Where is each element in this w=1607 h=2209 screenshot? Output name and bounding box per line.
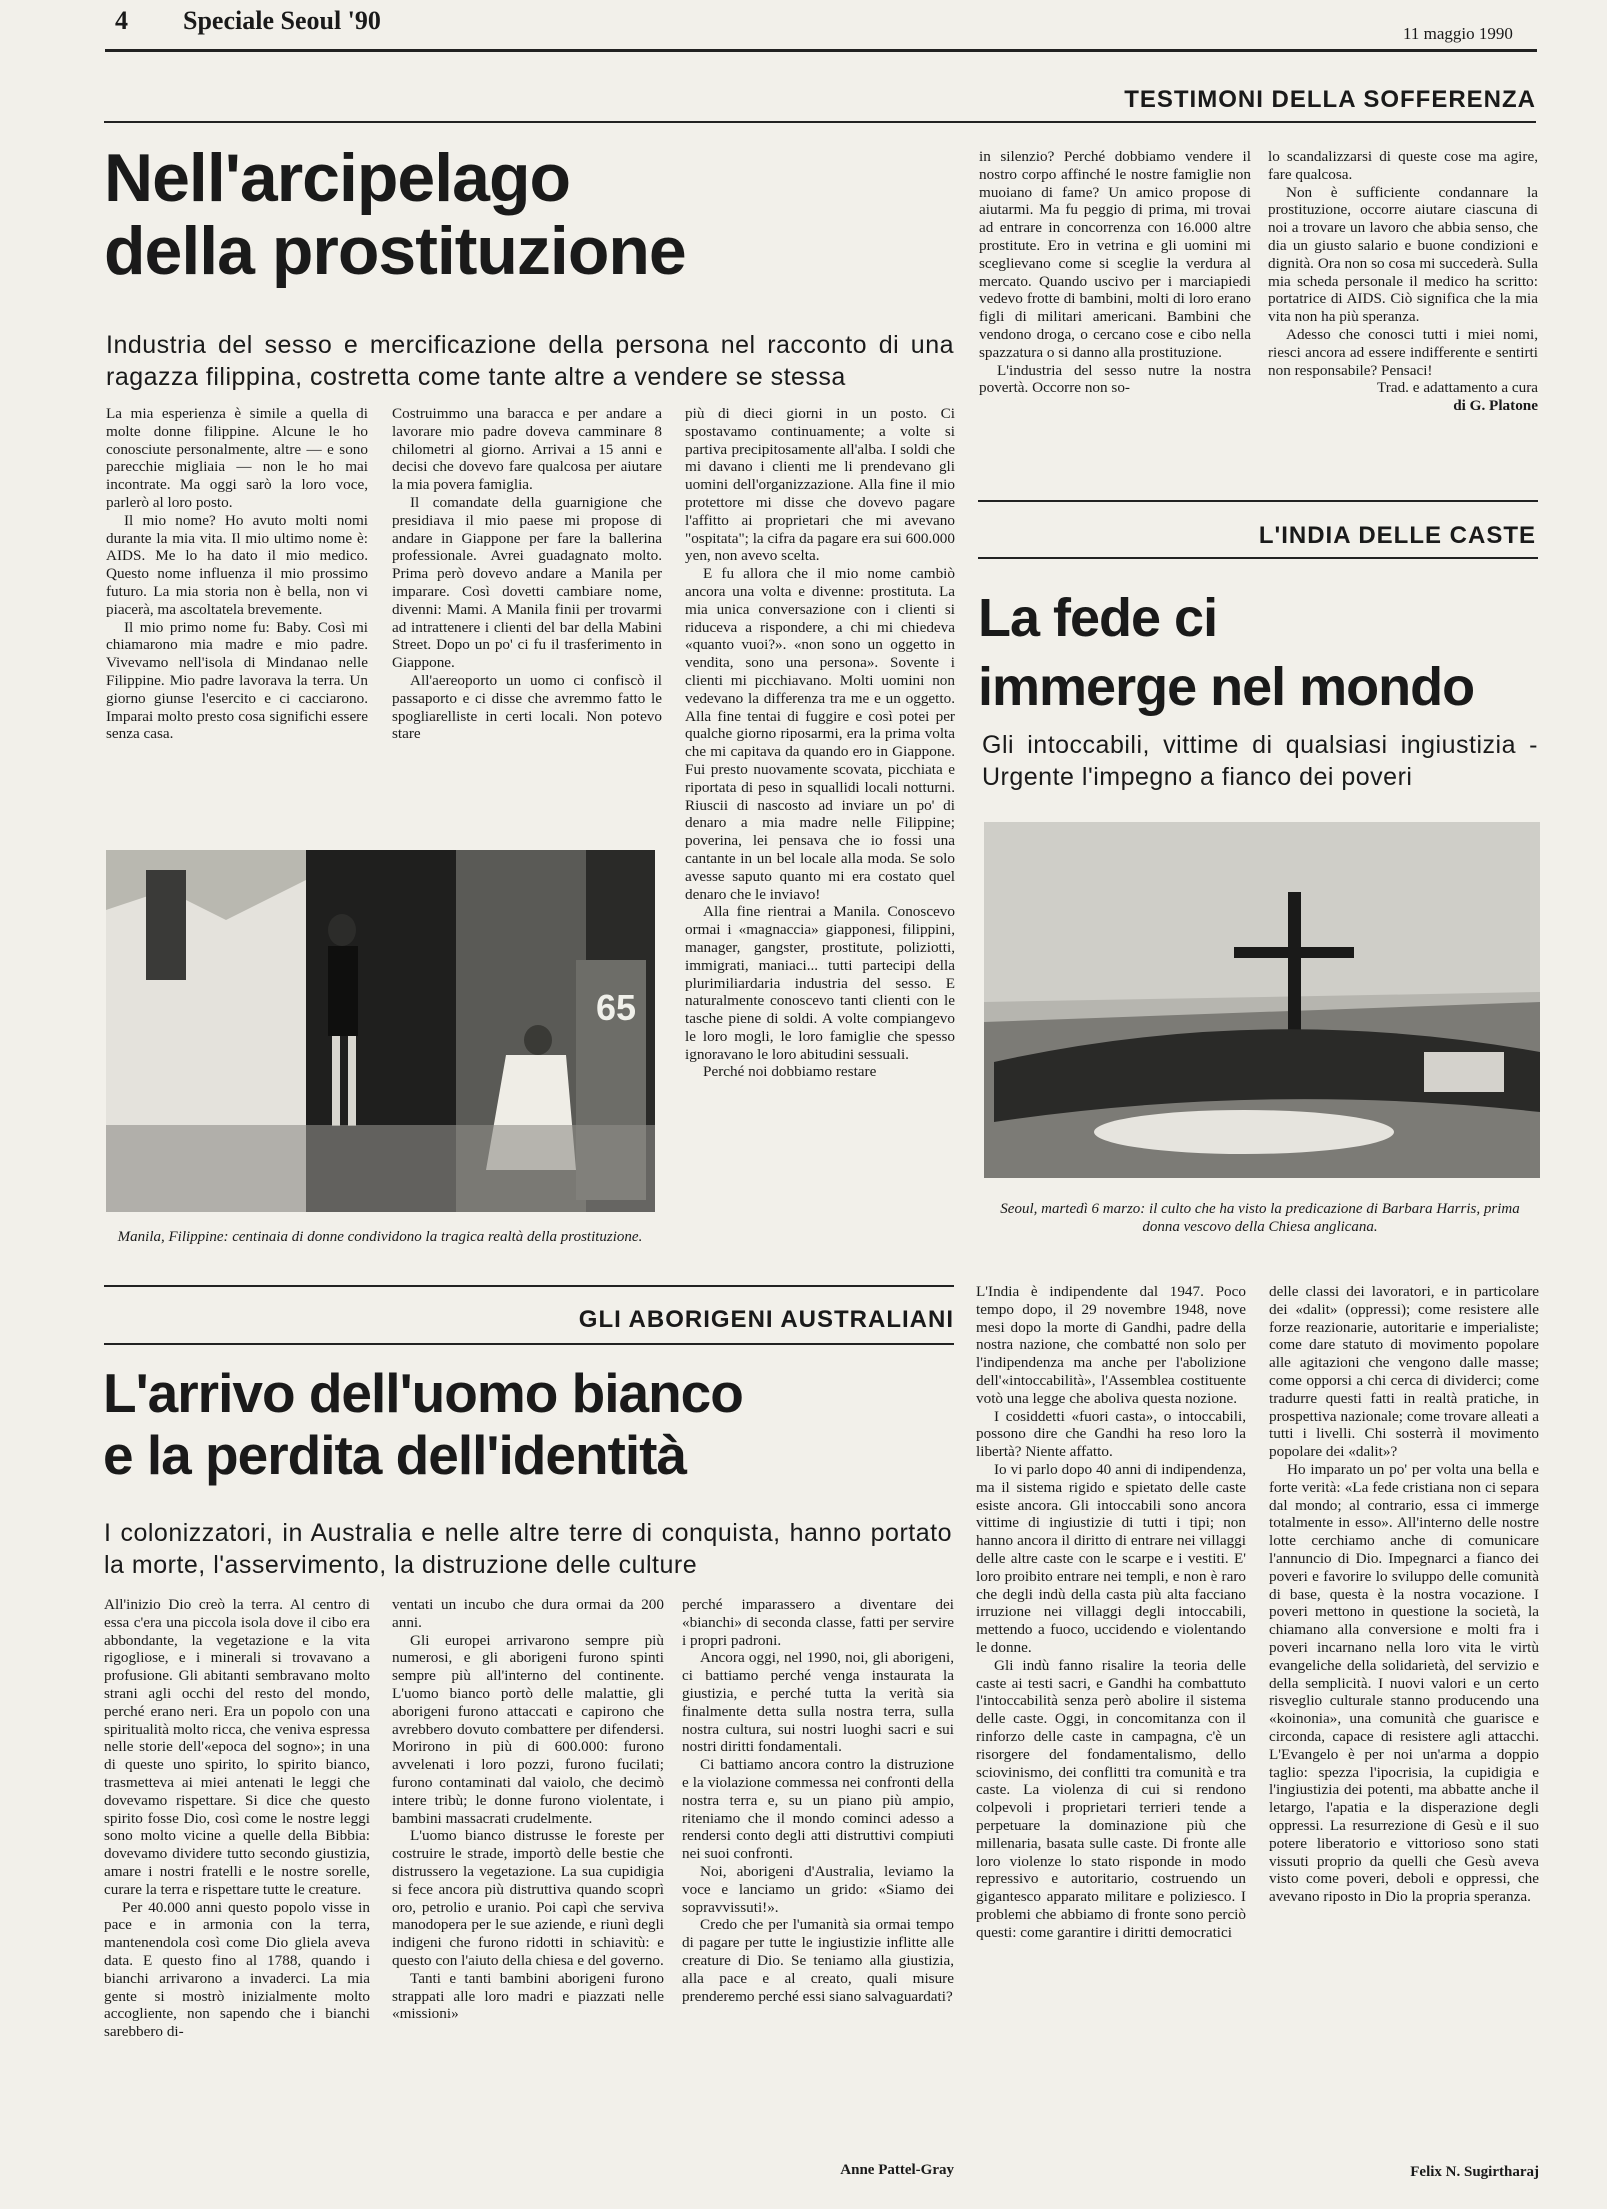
paragraph: L'industria del sesso nutre la nostra povertà. Occorre non so-	[979, 361, 1251, 397]
paragraph: L'uomo bianco distrusse le foreste per costruire le strade, importò delle bestie che distrussero la vegetazione. La sua cupidigia si fece ancora più distruttiva quando scoprì oro, petrolio e uranio. Poi capì che serviva manodopera per le sue aziende, e riunì degli indigeni che furono ridotti in schiavitù: e questo con l'aiuto della chiesa e del governo.	[392, 1827, 664, 1969]
article3-col1	[104, 1596, 370, 2186]
article1-col1	[106, 405, 368, 805]
paragraph: lo scandalizzarsi di queste cose ma agire, fare qualcosa.	[1268, 148, 1538, 183]
paragraph: Io vi parlo dopo 40 anni di indipendenza, ma il sistema rigido e spietato delle caste esiste ancora. Gli intoccabili sono ancora vittime di ingiustizie di tutti i tipi; non hanno ancora il diritto di entrare nei villaggi delle altre caste con le scarpe e i vestiti. E' loro proibito entrare nei templi, e non è raro che degli indù della casta più alta facciano irruzione nei villaggi degli intoccabili, mettendo a fuoco, uccidendo e violentando le donne.	[976, 1460, 1246, 1656]
paragraph: Perché noi dobbiamo restare	[703, 1063, 877, 1081]
headline-line: L'arrivo dell'uomo bianco	[103, 1362, 743, 1424]
masthead-date: 11 maggio 1990	[1403, 24, 1513, 43]
article3-byline: Anne Pattel-Gray	[840, 2162, 954, 2178]
paragraph: Ho imparato un po' per volta una bella e forte verità: «La fede cristiana non ci separa dal mondo; al contrario, essa ci immerge totalmente in esso». All'interno delle nostre lotte cerchiamo anche di comunicare l'annuncio di Dio. Impegnarci a fianco dei poveri e favorire lo sviluppo delle comunità di base, questa è la nostra vocazione. I poveri mettono in questione la società, la chiamano alla conversione e molti fra i poveri incarnano nella loro vita le virtù evangeliche della solidarietà, del servizio e della semplicità. I nuovi valori e un certo risveglio culturale stanno producendo una «koinonia», una comunità che guarisce e circonda, capace di resistere agli attacchi. L'Evangelo è per noi un'arma a doppio taglio: spezza l'ipocrisia, la cupidigia e l'ingiustizia dei potenti, ma abbatte anche il letargo, l'apatia e la disperazione degli oppressi. La resurrezione di Gesù e il suo potere liberatorio e vittorioso sono stati vissuti proprio da quelli che Gesù aveva visto come poveri, deboli e oppressi, che avevano riposto in Dio la propria speranza.	[1269, 1460, 1539, 1906]
article3-col3	[682, 1596, 954, 2151]
manila-photo-caption: Manila, Filippine: centinaia di donne condividono la tragica realtà della prostituzione.	[117, 1229, 643, 1245]
paragraph: Il mio primo nome fu: Baby. Così mi chiamarono mia madre e mio padre. Vivevamo nell'isola di Mindanao nelle Filippine. Mio padre lavorava la terra. Un giorno giunse l'esercito e ci cacciarono. Imparai molto presto cosa significhi essere senza casa.	[106, 618, 368, 743]
paragraph: All'inizio Dio creò la terra. Al centro di essa c'era una piccola isola dove il cibo era abbondante, la vegetazione e la vita rigogliose, e i minerali si trovavano a profusione. Gli abitanti sembravano molto strani agli occhi del resto del mondo, perché erano neri. Era un popolo con una spiritualità molto ricca, che veniva espressa nelle storie dell'«epoca del sogno»; in una di queste uno spirito, lo spirito bianco, trasmetteva ai miei antenati le leggi che dovevamo rispettare. Si dice che questo spirito fosse Dio, così come le nostre leggi sono molto vicine a quelle della Bibbia: dovevamo dividere tutto secondo giustizia, amare i nostri fratelli e le nostre sorelle, curare la terra e rispettare tutte le creature.	[104, 1596, 370, 1898]
paragraph: Il mio nome? Ho avuto molti nomi durante la mia vita. Il mio ultimo nome è: AIDS. Me lo ha dato il mio medico. Questo nome influenza il mio prossimo futuro. La mia storia non è bella, non vi piacerà, ma ascoltatela brevemente.	[106, 511, 368, 618]
paragraph: E fu allora che il mio nome cambiò ancora una volta e divenne: prostituta. La mia unica conversazione con i clienti si riduceva a rispondere, a chi mi chiedeva «quanto vuoi?». «non sono un oggetto in vendita, sono una persona». Sovente i clienti mi picchiavano. Molti uomini non vedevano la differenza tra me e un oggetto. Alla fine tentai di fuggire e così potei per qualche giorno riposarmi, era la prima volta che mi capitava da quando ero in Giappone. Fui presto nuovamente scovata, picchiata e riportata di peso in squallidi locali notturni. Riuscii di nascosto ad inviare un po' di denaro a mia madre nelle Filippine; poverina, lei pensava che io fossi una cantante in un bel locale alla moda. Se solo avesse saputo quanto mi era costato quel denaro che le inviavo!	[685, 565, 955, 903]
article3-col2	[392, 1596, 664, 2186]
seoul-photo-caption: Seoul, martedì 6 marzo: il culto che ha visto la predicazione di Barbara Harris, prima donna vescovo della Chiesa anglicana.	[1000, 1201, 1520, 1235]
section-rule	[104, 1343, 954, 1345]
article1-headline	[104, 142, 686, 289]
paragraph: Il comandate della guarnigione che presidiava il mio paese mi propose di andare in Giappone per fare la ballerina professionale. Avrei guadagnato molto. Prima però dovevo andare a Manila per imparare. Così dovetti cambiare nome, divenni: Mami. A Manila finii per trovarmi ad intrattenere i clienti del bar della Mabini Street. Dopo un po' ci fu il trasferimento in Giappone.	[392, 493, 662, 672]
paragraph: Costruimmo una baracca e per andare a lavorare mio padre doveva camminare 8 chilometri al giorno. Arrivai a 15 anni e decisi che dovevo fare qualcosa per aiutare la mia povera famiglia.	[392, 405, 662, 494]
section-rule	[104, 1285, 954, 1287]
article3-deck: I colonizzatori, in Australia e nelle altre terre di conquista, hanno portato la morte, l'asservimento, la distruzione delle culture	[104, 1519, 952, 1579]
paragraph: Gli indù fanno risalire la teoria delle caste ai testi sacri, e Gandhi ha combattuto l'intoccabilità senza però abolire il sistema delle caste. Oggi, in concomitanza con il rinforzo delle caste in campagna, c'è un risorgere del fondamentalismo, dello sciovinismo, dei conflitti tra comunità e tra caste. La violenza di cui si rendono colpevoli i proprietari terrieri tende a perpetuare la dominazione più che millenaria, basata sulle caste. Di fronte alle loro violenze lo stato risponde in modo repressivo e autoritario, costruendo un gigantesco apparato militare e poliziesco. I problemi che abbiamo di fronte sono perciò questi: come garantire i diritti democratici	[976, 1656, 1246, 1941]
paragraph: L'India è indipendente dal 1947. Poco tempo dopo, il 29 novembre 1948, nove mesi dopo la morte di Gandhi, padre della nostra nazione, che combatté non solo per l'indipendenza ma anche per l'abolizione dell'«intoccabilità», l'Assemblea costituente votò una legge che aboliva questa nozione.	[976, 1283, 1246, 1407]
section-rule	[978, 557, 1538, 559]
manila-photo	[106, 850, 655, 1212]
paragraph: Ancora oggi, nel 1990, noi, gli aborigeni, ci battiamo perché venga instaurata la giustizia, e perché tutta la verità sia finalmente detta sulla nostra terra, sulla nostra cultura, sui nostri luoghi sacri e sui nostri diritti fondamentali.	[682, 1649, 954, 1756]
article2-col1	[976, 1283, 1246, 2183]
article1-deck: Industria del sesso e mercificazione della persona nel racconto di una ragazza filippina, costretta come tante altre a vendere se stessa	[106, 331, 954, 391]
article1-col4	[979, 148, 1251, 478]
article2-headline	[978, 584, 1474, 722]
paragraph: Gli europei arrivarono sempre più numerosi, e gli aborigeni furono spinti sempre più all'interno del continente. L'uomo bianco portò delle malattie, gli aborigeni furono attaccati e capirono che avrebbero dovuto combattere per difendersi. Morirono in più di 600.000: furono avvelenati i loro pozzi, furono fucilati; furono contaminati dal vaiolo, che decimò intere tribù; le donne furono violentate, i bambini massacrati crudelmente.	[392, 1631, 664, 1827]
article1-col3	[685, 405, 955, 1265]
paragraph: delle classi dei lavoratori, e in particolare dei «dalit» (oppressi); come resistere alle forze reazionarie, autoritarie e imperialiste; come dare statuto di movimento popolare alle agitazioni che vengono dalle masse; come opporsi a chi cerca di dividerci; come tradurre questi fatti in realtà pratiche, in prospettiva nazionale; come trovare alleati a tutti i livelli. Chi sosterrà il movimento popolare dei «dalit»?	[1269, 1283, 1539, 1461]
paragraph: in silenzio? Perché dobbiamo vendere il nostro corpo affinché le nostre famiglie non muoiano di fame? Un amico propose di aiutarmi. Ma fu peggio di prima, mi trovai ad entrare in concorrenza con 16.000 altre prostitute. Ero in vetrina e gli uomini mi sceglievano come si sceglie la verdura al mercato. Quando uscivo per i marciapiedi vedevo frotte di bambini, molti di loro erano figli di militari americani. Bambini che vendono droga, o cercano cose e cibo nella spazzatura o si danno alla prostituzione.	[979, 148, 1251, 361]
paragraph: Adesso che conosci tutti i miei nomi, riesci ancora ad essere indifferente e sentirti non responsabile? Pensaci!	[1268, 325, 1538, 379]
page-number: 4	[115, 6, 128, 35]
headline-line: della prostituzione	[104, 213, 686, 290]
paragraph: Tanti e tanti bambini aborigeni furono strappati alle loro madri e piazzati nelle «missioni»	[392, 1969, 664, 2023]
article2-byline: Felix N. Sugirtharaj	[1410, 2164, 1539, 2180]
section-label-india: L'INDIA DELLE CASTE	[1258, 522, 1536, 549]
paragraph: Noi, aborigeni d'Australia, leviamo la voce e lanciamo un grido: «Siamo dei sopravvissuti!».	[682, 1862, 954, 1916]
paragraph: Alla fine rientrai a Manila. Conoscevo ormai i «magnaccia» giapponesi, filippini, manager, gangster, prostitute, poliziotti, immigrati, maniaci... tutti partecipi della plurimiliardaria industria del sesso. E naturalmente conoscevo tanti clienti con le tasche piene di soldi. A volte compiangevo le loro mogli, le loro famiglie che spesso ignoravano le loro abitudini sessuali.	[685, 903, 955, 1063]
paragraph: I cosiddetti «fuori casta», o intoccabili, possono dire che Gandhi ha reso loro la libertà? Niente affatto.	[976, 1407, 1246, 1461]
headline-line: Nell'arcipelago	[104, 140, 571, 216]
paragraph: Per 40.000 anni questo popolo visse in pace e in armonia con la terra, mantenendola così come Dio gliela aveva data. E questo fino al 1788, quando i bianchi arrivarono a invaderci. La mia gente si mostrò inizialmente molto accogliente, non sapendo che i bianchi sarebbero di-	[104, 1898, 370, 2041]
masthead-title: Speciale Seoul '90	[183, 6, 381, 35]
paragraph: Credo che per l'umanità sia ormai tempo di pagare per tutte le ingiustizie inflitte alle creature di Dio. Se teniamo alla giustizia, alla pace e al creato, quali misure prenderemo perché essi siano salvaguardati?	[682, 1916, 954, 2005]
seoul-photo-graphic	[984, 822, 1540, 1178]
translator-name: di G. Platone	[1453, 397, 1538, 415]
paragraph: ventati un incubo che dura ormai da 200 anni.	[392, 1596, 664, 1631]
headline-line: immerge nel mondo	[978, 657, 1475, 718]
article2-deck: Gli intoccabili, vittime di qualsiasi ingiustizia - Urgente l'impegno a fianco dei poveri	[982, 731, 1538, 791]
article2-col2	[1269, 1283, 1539, 2153]
headline-line: La fede ci	[978, 588, 1218, 648]
seoul-photo	[984, 822, 1540, 1178]
paragraph: Non è sufficiente condannare la prostituzione, occorre aiutare ciascuna di noi a trovare un lavoro che abbia senso, che dia un giusto salario e buone condizioni e dignità. Ora non so cosa mi succederà. Sulla mia scheda personale il medico ha scritto: portatrice di AIDS. Ciò significa che la mia vita non ha più speranza.	[1268, 183, 1538, 326]
translation-credit: Trad. e adattamento a cura	[1377, 379, 1538, 397]
paragraph: Ci battiamo ancora contro la distruzione e la violazione commessa nei confronti della nostra terra e, su un piano più ampio, riteniamo che il mondo cominci adesso a rendersi conto degli atti distruttivi compiuti nei suoi confronti.	[682, 1756, 954, 1863]
headline-line: e la perdita dell'identità	[103, 1424, 687, 1487]
paragraph: All'aereoporto un uomo ci confiscò il passaporto e ci disse che avremmo fatto le spogliarelliste in certi locali. Non potevo stare	[392, 671, 662, 743]
photo-sign-number: 65	[596, 987, 637, 1028]
section-label-aborigeni: GLI ABORIGENI AUSTRALIANI	[578, 1306, 954, 1333]
paragraph: più di dieci giorni in un posto. Ci spostavamo continuamente; a volte si partiva precipitosamente all'alba. I soldi che mi davano i clienti me li prendevano gli uomini dell'organizzazione. Alla fine il mio protettore mi disse che dovevo pagare l'affitto ai proprietari che mi avevano "ospitata"; la cifra da pagare era sui 600.000 yen, non avevo scelta.	[685, 405, 955, 565]
manila-photo-graphic	[106, 850, 655, 1212]
article1-col2	[392, 405, 662, 805]
article1-col5	[1268, 148, 1538, 478]
section-label-testimoni: TESTIMONI DELLA SOFFERENZA	[1124, 86, 1536, 113]
paragraph: La mia esperienza è simile a quella di molte donne filippine. Alcune le ho conosciute personalmente, altre — e sono parecchie migliaia — non le ho mai incontrate. Ma oggi sarò la loro voce, parlerò al loro posto.	[106, 405, 368, 511]
paragraph: perché imparassero a diventare dei «bianchi» di seconda classe, fatti per servire i propri padroni.	[682, 1596, 954, 1649]
section-rule	[978, 500, 1538, 502]
masthead-rule	[105, 49, 1537, 52]
section-rule	[104, 121, 1536, 123]
article3-headline	[103, 1362, 743, 1486]
